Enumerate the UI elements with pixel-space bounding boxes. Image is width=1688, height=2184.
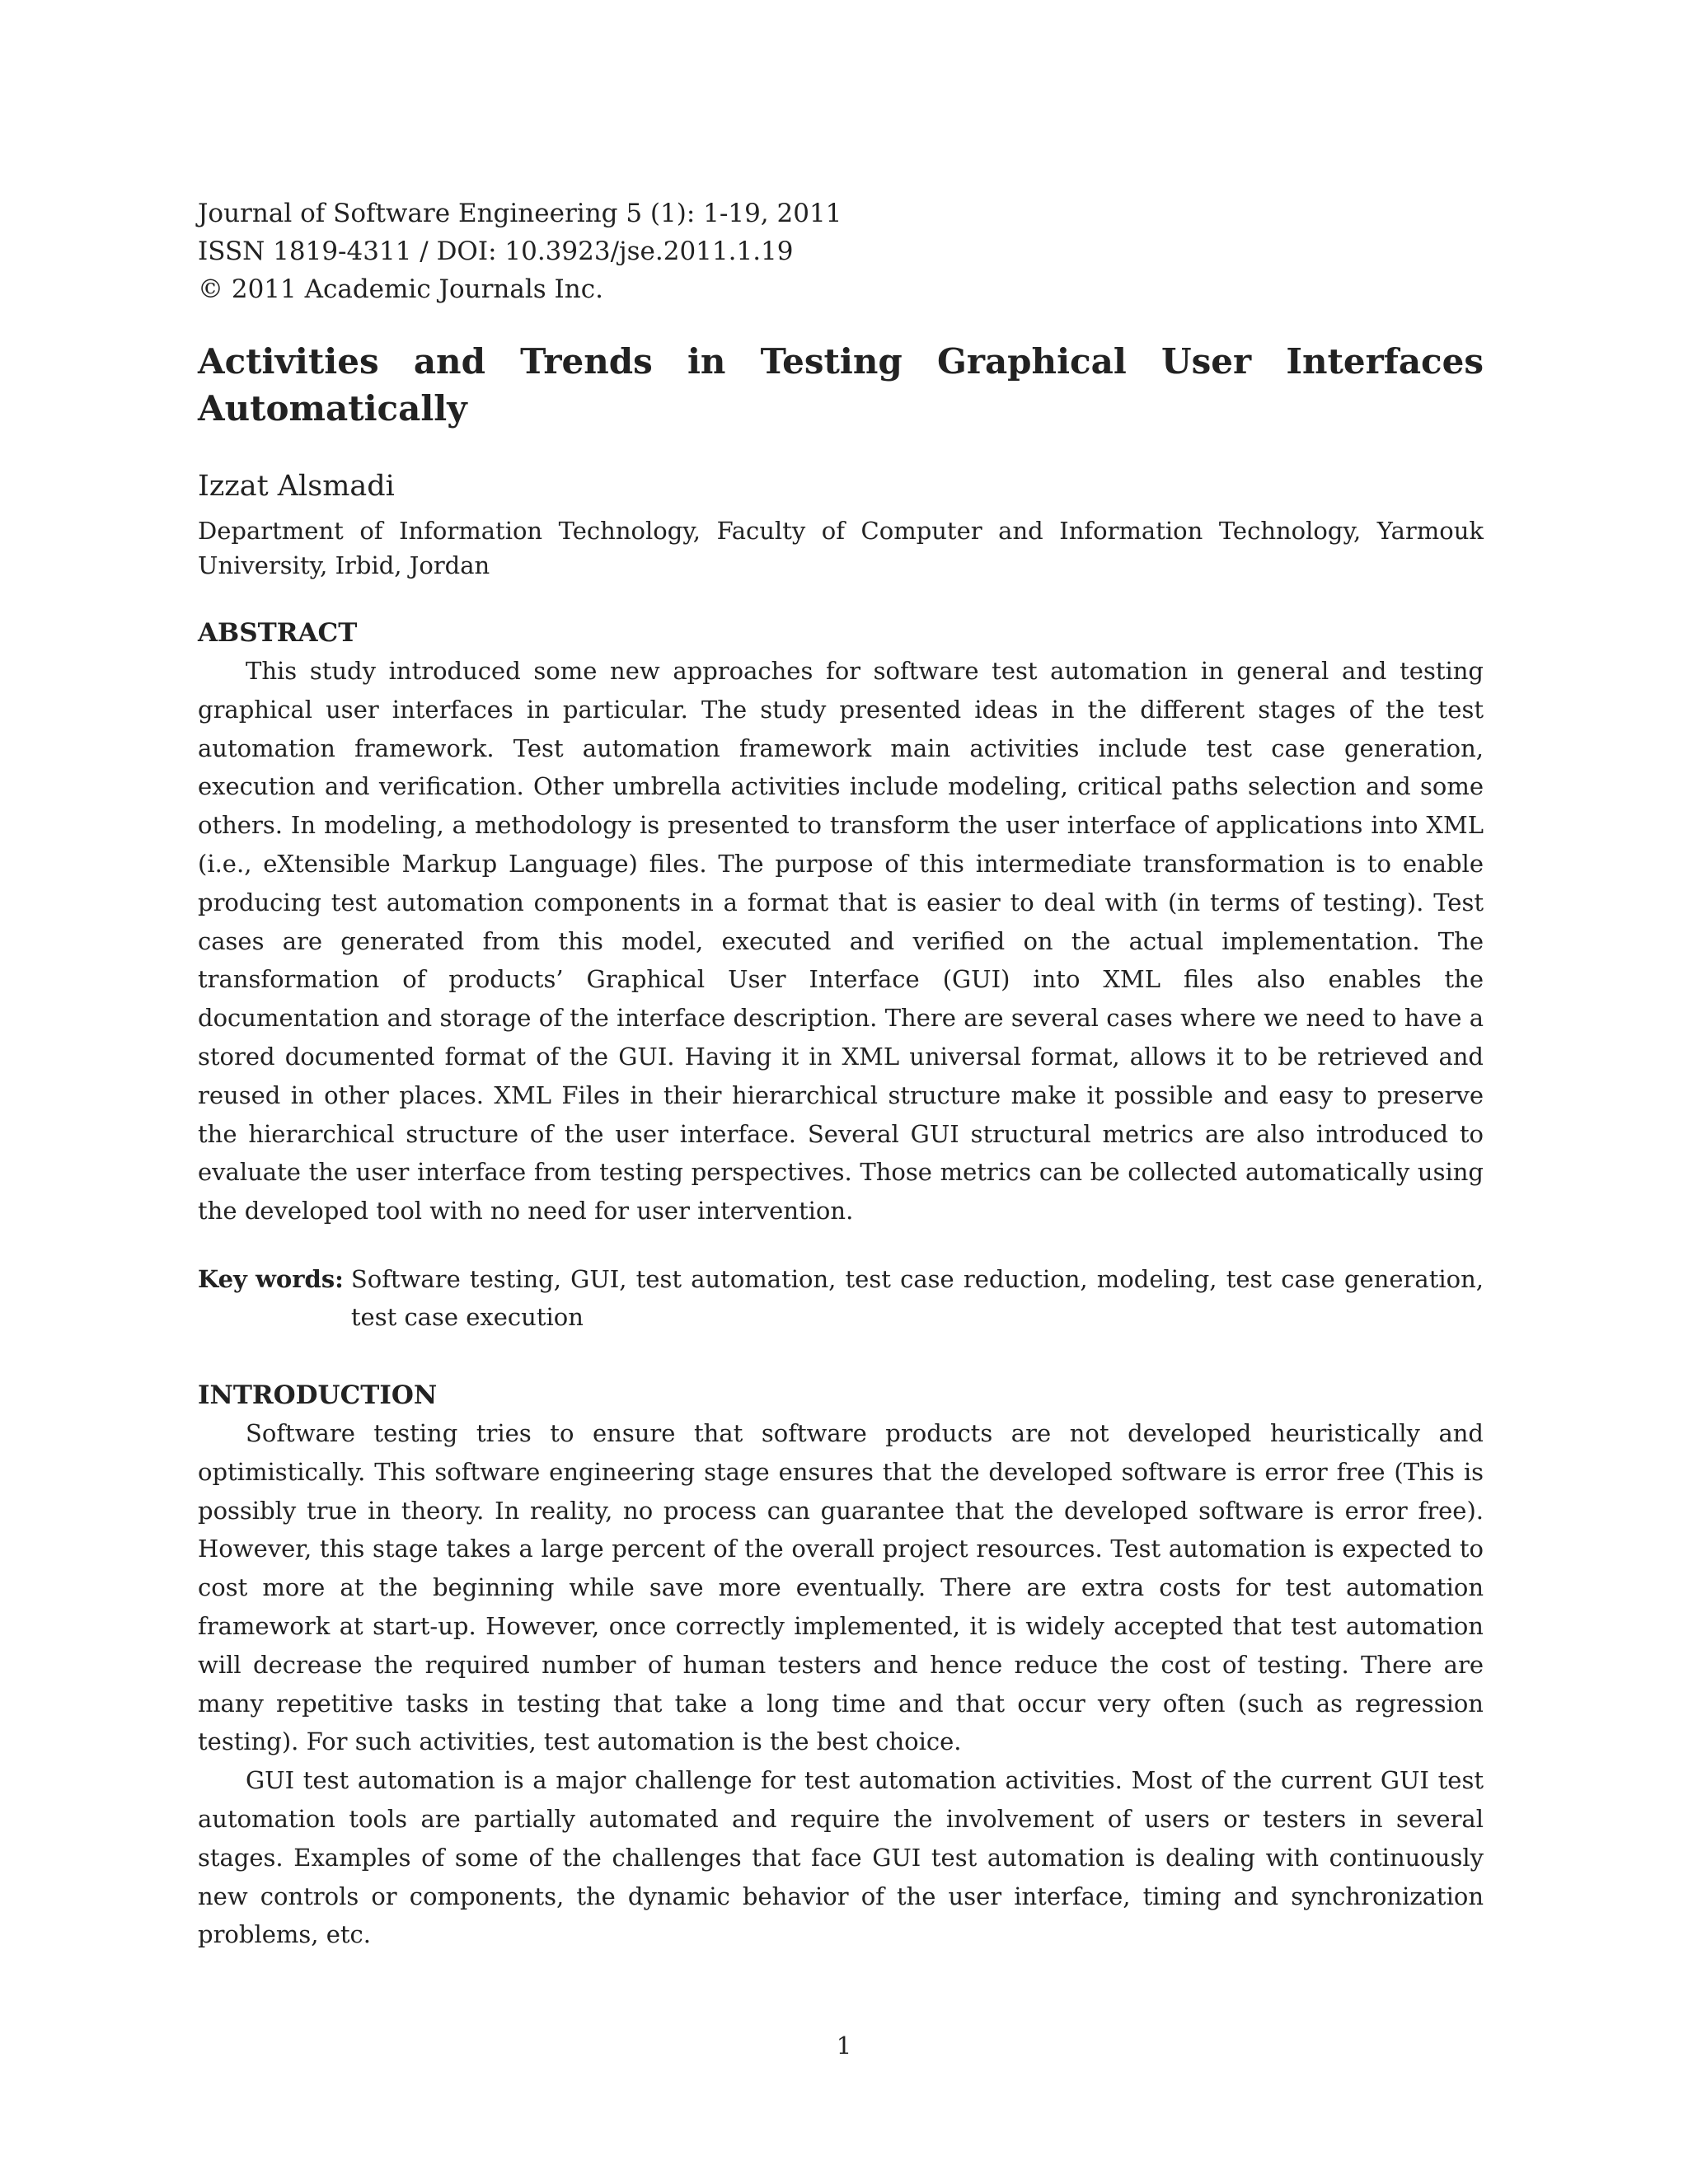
paper-page [198, 194, 1484, 1954]
journal-citation: Journal of Software Engineering 5 (1): 1-19, 2011 [198, 199, 842, 228]
abstract-heading: ABSTRACT [198, 618, 358, 648]
page-number: 1 [836, 2032, 852, 2060]
journal-info [198, 194, 1484, 308]
issn-doi: ISSN 1819-4311 / DOI: 10.3923/jse.2011.1.19 [198, 237, 794, 266]
introduction-heading: INTRODUCTION [198, 1380, 438, 1410]
abstract-text: This study introduced some new approaches for software test automation in general and testing graphical user interfaces in particular. The study presented ideas in the different stages of the test automation framework. Test automation framework main activities include test case generation, execution and verification. Other umbrella activities include modeling, critical paths selection and some others. In modeling, a methodology is presented to transform the user interface of applications into XML (i.e., eXtensible Markup Language) files. The purpose of this intermediate transformation is to enable producing test automation components in a format that is easier to deal with (in terms of testing). Test cases are generated from this model, executed and verified on the actual implementation. The transformation of products’ Graphical User Interface (GUI) into XML files also enables the documentation and storage of the interface description. There are several cases where we need to have a stored documented format of the GUI. Having it in XML universal format, allows it to be retrieved and reused in other places. XML Files in their hierarchical structure make it possible and easy to preserve the hierarchical structure of the user interface. Several GUI structural metrics are also introduced to evaluate the user interface from testing perspectives. Those metrics can be collected automatically using the developed tool with no need for user intervention. [198, 657, 1484, 1226]
copyright-notice: © 2011 Academic Journals Inc. [198, 274, 603, 304]
introduction-paragraph-2: GUI test automation is a major challenge for test automation activities. Most of the current GUI test automation tools are partially automated and require the involvement of users or testers in several stages. Examples of some of the challenges that face GUI test automation is dealing with continuously new controls or components, the dynamic behavior of the user interface, timing and synchronization problems, etc. [198, 1766, 1484, 1949]
author-name: Izzat Alsmadi [198, 470, 395, 503]
paper-title: Activities and Trends in Testing Graphical User Interfaces Automatically [198, 341, 1484, 429]
keywords-label: Key words: [198, 1264, 344, 1293]
keywords-text: Software testing, GUI, test automation, test case reduction, modeling, test case generation, test case execution [350, 1264, 1484, 1331]
introduction-paragraph-1: Software testing tries to ensure that software products are not developed heuristically and optimistically. This software engineering stage ensures that the developed software is error free (This is possibly true in theory. In reality, no process can guarantee that the developed software is error free). However, this stage takes a large percent of the overall project resources. Test automation is expected to cost more at the beginning while save more eventually. There are extra costs for test automation framework at start-up. However, once correctly implemented, it is widely accepted that test automation will decrease the required number of human testers and hence reduce the cost of testing. There are many repetitive tasks in testing that take a long time and that occur very often (such as regression testing). For such activities, test automation is the best choice. [198, 1418, 1484, 1756]
keywords-block [198, 1260, 1484, 1336]
author-affiliation: Department of Information Technology, Faculty of Computer and Information Technology, Yarmouk University, Irbid, Jordan [198, 517, 1484, 579]
